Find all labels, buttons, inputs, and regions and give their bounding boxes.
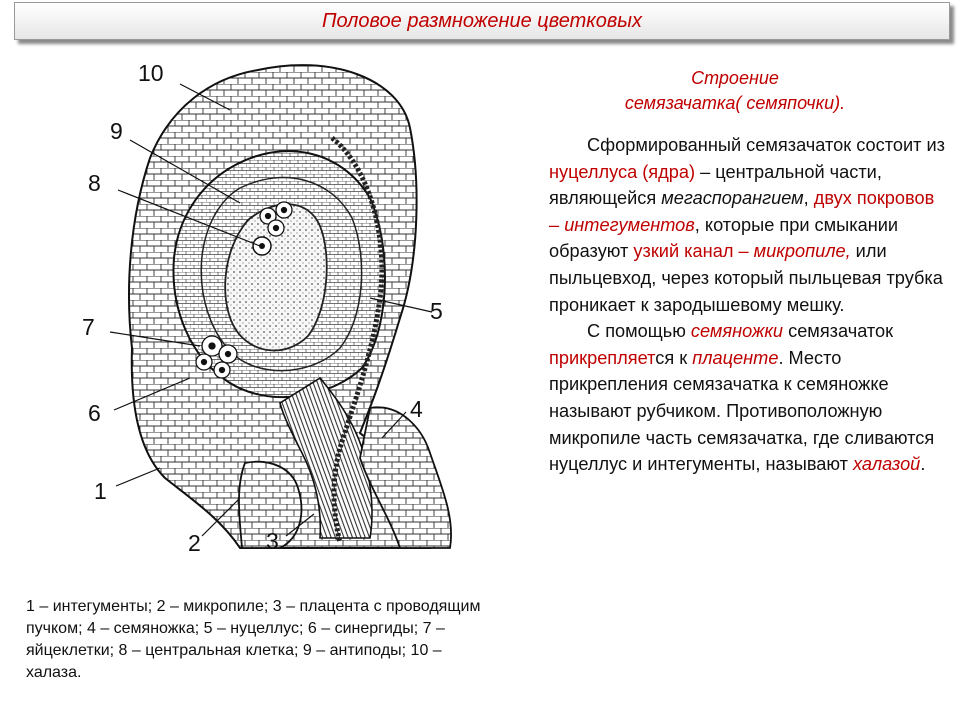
figure-legend: 1 – интегументы; 2 – микропиле; 3 – плацента с проводящим пучком; 4 – семяножка; 5 – нуцеллус; 6 – синергиды; 7 – яйцеклетки; 8 – центральная клетка; 9 – антиподы; 10 – халаза. xyxy=(26,598,481,681)
subtitle-line-2: семязачатка( семяпочки). xyxy=(624,93,846,113)
term-integuments: интегументов xyxy=(564,214,695,235)
figure-label-2: 2 xyxy=(188,530,201,556)
figure-label-8: 8 xyxy=(88,170,101,196)
slide-title: Половое размножение цветковых xyxy=(321,9,643,32)
ovule-figure xyxy=(70,48,490,558)
figure-label-10: 10 xyxy=(138,60,164,86)
figure-label-7: 7 xyxy=(82,314,95,340)
subtitle-line-1: Строение xyxy=(691,68,779,88)
figure-label-1: 1 xyxy=(94,478,107,504)
figure-label-5: 5 xyxy=(430,298,443,324)
body-text xyxy=(549,132,949,478)
term-attaches: прикрепляет xyxy=(549,347,656,368)
figure-label-3: 3 xyxy=(266,528,279,554)
term-chalaza: халазой xyxy=(853,454,921,475)
term-funiculus: семяножки xyxy=(690,321,784,342)
term-megasporangium: мегаспорангием xyxy=(661,188,804,209)
term-narrow-channel: узкий канал – xyxy=(633,241,749,262)
ovule-drawing xyxy=(70,48,490,558)
slide-title-bar xyxy=(14,2,950,40)
body-paragraph-2: С помощью семяножки семязачаток прикрепляется к плаценте. Место прикрепления семязачатка к семяножке называют рубчиком. Противоположную микропиле часть семязачатка, где сливаются нуцеллус и интегументы, называют халазой. xyxy=(549,321,935,475)
term-micropyle: микропиле, xyxy=(753,241,851,262)
body-paragraph-1: Сформированный семязачаток состоит из нуцеллуса (ядра) – центральной части, являющейся мегаспорангием, двух покровов – интегументов, которые при смыкании образуют узкий канал – микропиле, или пыльцевход, через который пыльцевая трубка проникает к зародышевому мешку. xyxy=(549,135,946,315)
section-subtitle xyxy=(560,66,910,116)
central-cell-nucleus xyxy=(253,237,271,255)
figure-label-6: 6 xyxy=(88,400,101,426)
term-nucellus: нуцеллуса (ядра) xyxy=(549,161,696,182)
term-placenta: плаценте xyxy=(692,347,779,368)
figure-label-9: 9 xyxy=(110,118,123,144)
figure-label-4: 4 xyxy=(410,396,423,422)
term-two-covers: двух покровов – xyxy=(549,188,935,235)
